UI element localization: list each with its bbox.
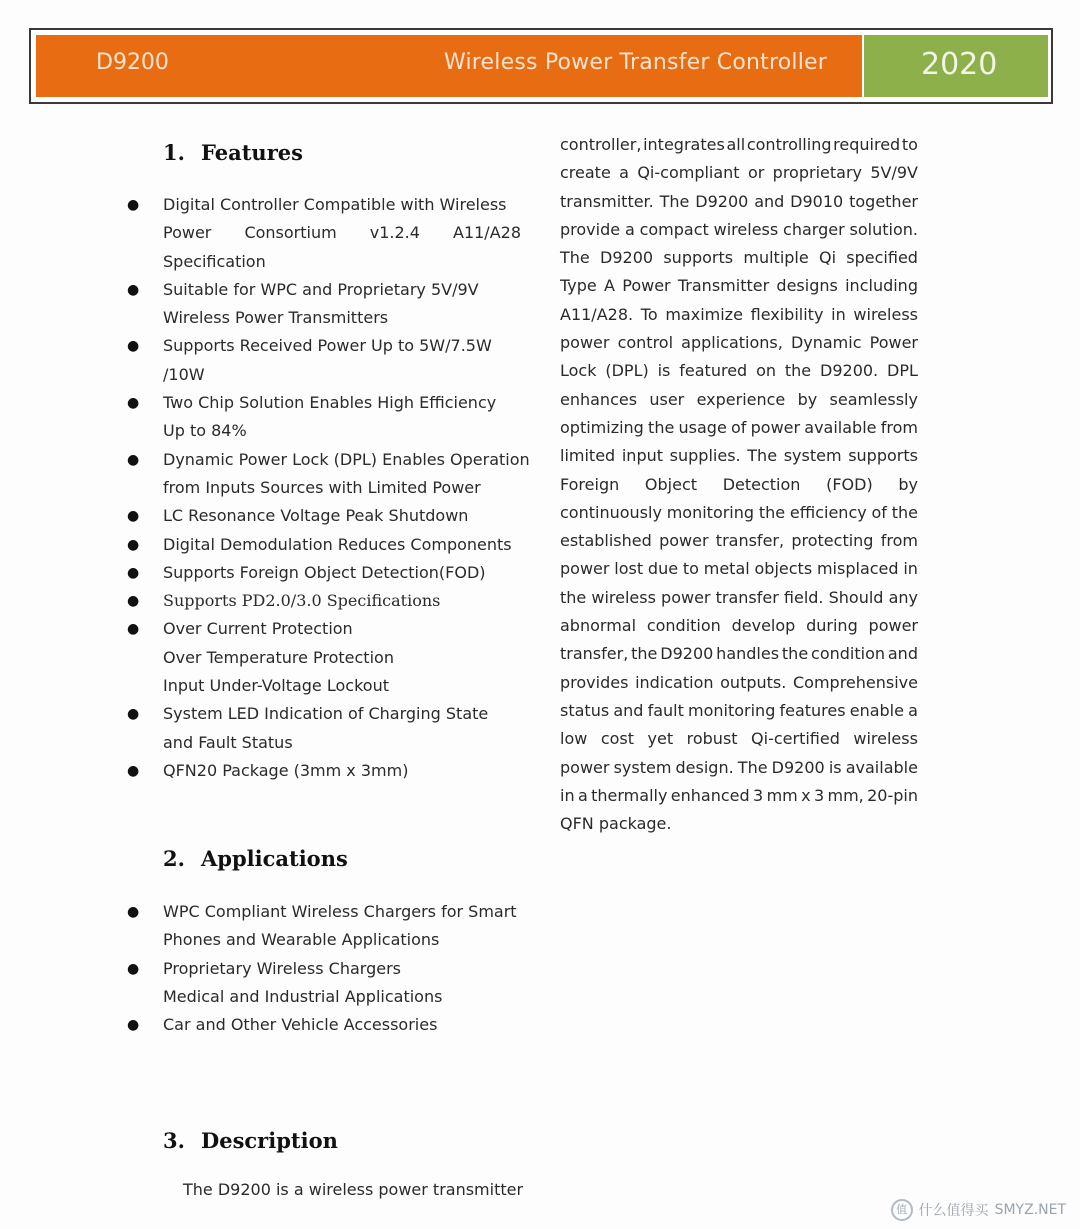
- bullet-icon: ●: [127, 281, 140, 298]
- watermark-text: 什么值得买: [918, 1203, 989, 1219]
- application-item: [0, 1011, 540, 1039]
- bullet-icon: ●: [127, 395, 140, 412]
- header-title-bar: [36, 35, 862, 97]
- feature-item: [0, 332, 540, 389]
- feature-item: [0, 531, 540, 559]
- description-line: enhances user experience by seamlessly: [560, 389, 918, 409]
- feature-item: [0, 191, 540, 276]
- bullet-icon: ●: [127, 197, 140, 213]
- feature-item-line: Digital Demodulation Reduces Components: [163, 534, 512, 554]
- bullet-icon: ●: [127, 593, 140, 610]
- feature-item-line: Dynamic Power Lock (DPL) Enables Operation: [163, 449, 530, 469]
- feature-item-line: LC Resonance Voltage Peak Shutdown: [163, 506, 469, 526]
- feature-item-line: Over Temperature Protection: [163, 647, 394, 667]
- feature-item: [0, 757, 540, 785]
- application-item: [0, 955, 540, 1012]
- header-banner: [29, 28, 1053, 104]
- description-line: the wireless power transfer field. Should any: [560, 587, 918, 607]
- bullet-icon: ●: [127, 564, 140, 581]
- header-model: D9200: [96, 50, 169, 75]
- description-line: optimizing the usage of power available from: [560, 417, 918, 437]
- description-first-line: The D9200 is a wireless power transmitter: [183, 1180, 524, 1199]
- description-line: power system design. The D9200 is available: [560, 757, 918, 777]
- feature-item-line: Supports Received Power Up to 5W/7.5W: [163, 336, 492, 356]
- feature-item-line: Specification: [163, 251, 266, 271]
- bullet-icon: ●: [127, 451, 140, 468]
- feature-item: [0, 276, 540, 333]
- feature-item-line: Two Chip Solution Enables High Efficiency: [163, 393, 497, 413]
- feature-item-line: and Fault Status: [163, 732, 293, 752]
- features-heading: [163, 140, 303, 165]
- description-line: abnormal condition develop during power: [560, 616, 918, 636]
- description-line: transfer, the D9200 handles the condition and: [560, 644, 918, 664]
- header-year: 2020: [921, 47, 998, 82]
- application-item: [0, 898, 540, 955]
- feature-item: [0, 559, 540, 587]
- description-line: power lost due to metal objects misplaced in: [560, 559, 918, 579]
- watermark: [891, 1199, 1066, 1221]
- feature-item-line: Input Under-Voltage Lockout: [163, 676, 389, 696]
- features-list: [0, 191, 540, 785]
- feature-item-line: /10W: [163, 364, 205, 384]
- application-item-line: Medical and Industrial Applications: [163, 986, 443, 1006]
- description-line: A11/A28. To maximize flexibility in wireless: [560, 304, 918, 324]
- features-title: Features: [201, 140, 303, 165]
- bullet-icon: ●: [127, 621, 140, 638]
- description-line: low cost yet robust Qi-certified wireless: [560, 729, 918, 749]
- feature-item: [0, 502, 540, 530]
- description-title: Description: [201, 1128, 338, 1153]
- feature-item-line: System LED Indication of Charging State: [163, 704, 489, 724]
- description-line: status and fault monitoring features enable a: [560, 700, 918, 720]
- description-line: established power transfer, protecting from: [560, 531, 918, 551]
- bullet-icon: ●: [127, 762, 140, 779]
- feature-item: [0, 700, 540, 757]
- description-number: 3.: [163, 1128, 185, 1153]
- feature-item: [0, 587, 540, 615]
- description-column: [560, 131, 918, 838]
- description-line: The D9200 supports multiple Qi specified: [560, 248, 918, 268]
- application-item-line: Proprietary Wireless Chargers: [163, 958, 401, 978]
- value-icon: 值: [891, 1199, 913, 1221]
- description-line: transmitter. The D9200 and D9010 together: [560, 191, 918, 211]
- header-year-box: [864, 35, 1048, 97]
- feature-item: [0, 389, 540, 446]
- description-line: provides indication outputs. Comprehensive: [560, 672, 918, 692]
- bullet-icon: ●: [127, 706, 140, 723]
- description-line: create a Qi-compliant or proprietary 5V/9V: [560, 163, 918, 183]
- description-line: QFN package.: [560, 814, 672, 834]
- feature-item: [0, 615, 540, 700]
- bullet-icon: ●: [127, 338, 140, 355]
- applications-number: 2.: [163, 846, 185, 871]
- applications-title: Applications: [201, 846, 348, 871]
- description-line: continuously monitoring the efficiency of the: [560, 502, 918, 522]
- application-item-line: WPC Compliant Wireless Chargers for Smart: [163, 902, 517, 921]
- bullet-icon: ●: [127, 960, 140, 977]
- applications-list: [0, 898, 540, 1039]
- application-item-line: Phones and Wearable Applications: [163, 930, 440, 950]
- description-line: provide a compact wireless charger solution.: [560, 219, 918, 239]
- application-item-line: Car and Other Vehicle Accessories: [163, 1015, 438, 1035]
- description-line: controller, integrates all controlling required to: [560, 135, 918, 154]
- feature-item: [0, 446, 540, 503]
- bullet-icon: ●: [127, 536, 140, 553]
- feature-item-line: Over Current Protection: [163, 619, 353, 639]
- bullet-icon: ●: [127, 1017, 140, 1034]
- description-line: Foreign Object Detection (FOD) by: [560, 474, 918, 494]
- feature-item-line: Supports Foreign Object Detection(FOD): [163, 562, 486, 582]
- description-line: in a thermally enhanced 3 mm x 3 mm, 20-pin: [560, 785, 918, 805]
- watermark-site: SMYZ.NET: [994, 1202, 1066, 1218]
- header-title: Wireless Power Transfer Controller: [444, 50, 828, 75]
- bullet-icon: ●: [127, 904, 140, 920]
- description-heading: [163, 1128, 338, 1153]
- description-line: Type A Power Transmitter designs including: [560, 276, 918, 296]
- description-line: power control applications, Dynamic Power: [560, 333, 918, 353]
- feature-item-line: Digital Controller Compatible with Wireless: [163, 195, 507, 214]
- feature-item-line: from Inputs Sources with Limited Power: [163, 477, 481, 497]
- feature-item-line: Up to 84%: [163, 421, 247, 441]
- feature-item-line: Power Consortium v1.2.4 A11/A28: [163, 223, 521, 243]
- feature-item-line: Wireless Power Transmitters: [163, 308, 389, 328]
- applications-heading: [163, 846, 348, 871]
- feature-item-line: Supports PD2.0/3.0 Specifications: [163, 591, 441, 611]
- feature-item-line: QFN20 Package (3mm x 3mm): [163, 760, 409, 780]
- feature-item-line: Suitable for WPC and Proprietary 5V/9V: [163, 279, 479, 299]
- bullet-icon: ●: [127, 508, 140, 525]
- description-line: limited input supplies. The system supports: [560, 446, 918, 466]
- description-line: Lock (DPL) is featured on the D9200. DPL: [560, 361, 918, 381]
- features-number: 1.: [163, 140, 185, 165]
